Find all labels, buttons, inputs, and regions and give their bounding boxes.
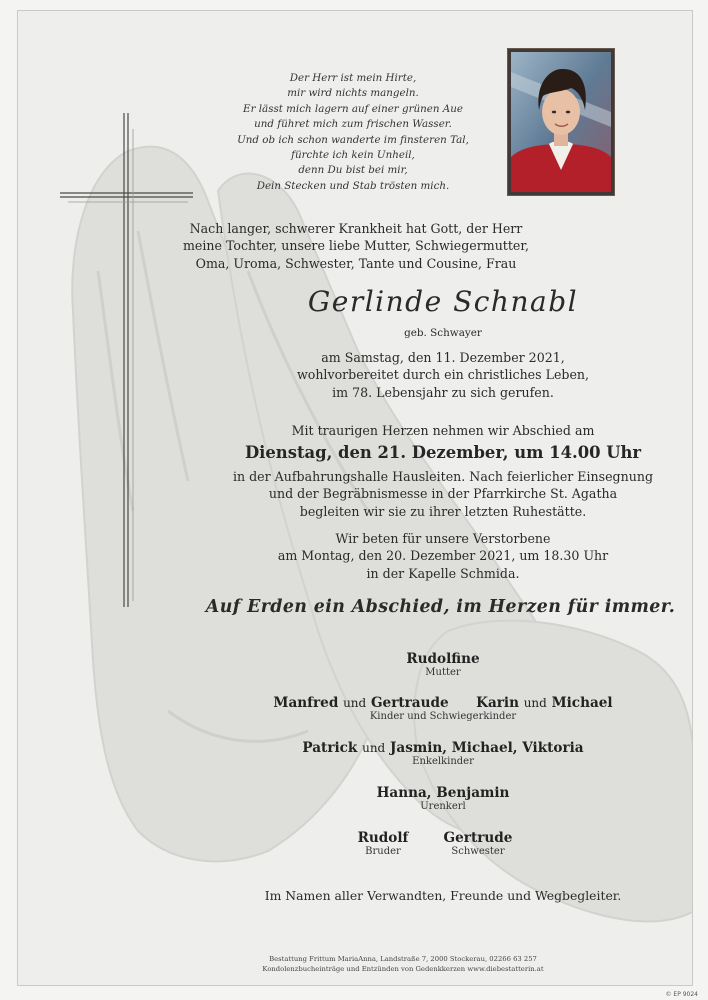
psalm-line: und führet mich zum frischen Wasser. [254,118,452,131]
mourner-great-grandchildren [123,785,693,812]
mass-line: Wir beten für unsere Verstorbene [335,531,551,546]
details-line: wohlvorbereitet durch ein christliches Leben, [296,367,590,383]
great-grandchild-names: Hanna, Benjamin [376,785,510,801]
mourner-brother [338,830,428,857]
death-details [123,349,693,401]
child-name: Karin [476,695,519,711]
psalm-line: mir wird nichts mangeln. [287,87,419,100]
mourner-children [123,695,693,722]
closing-line: Im Namen aller Verwandten, Freunde und Wegbegleiter. [264,888,622,903]
psalm-verse [193,71,513,194]
obituary-sheet [17,10,693,986]
intro-line: Nach langer, schwerer Krankheit hat Gott, der Herr [189,221,523,236]
funeral-home-footer [193,954,613,974]
child-name: Manfred [273,695,339,711]
intro-text [18,220,693,272]
grandchild-name: Jasmin, Michael, Viktoria [389,740,584,756]
great-grandchildren-role: Urenkerl [420,801,466,812]
memorial-mass [123,530,693,582]
deceased-name: Gerlinde Schnabl [307,285,579,318]
mass-line: am Montag, den 20. Dezember 2021, um 18.30 Uhr [277,548,609,564]
and-word: und [343,696,367,710]
and-word: und [523,696,547,710]
intro-line: meine Tochter, unsere liebe Mutter, Schwiegermutter, [182,238,530,254]
portrait-photo [507,48,615,196]
grandchildren-role: Enkelkinder [412,756,474,767]
mourner-mother [123,651,693,678]
print-code: © EP 9024 [665,991,698,998]
footer-line: Kondolenzbucheinträge und Entzünden von Gedenkkerzen www.diebestatterin.at [262,965,544,973]
details-line: am Samstag, den 11. Dezember 2021, [321,350,565,365]
service-line: begleiten wir sie zu ihrer letzten Ruhestätte. [299,503,587,519]
mother-name: Rudolfine [406,651,480,667]
details-line: im 78. Lebensjahr zu sich gerufen. [332,384,554,400]
mourner-sister [423,830,533,857]
psalm-line: denn Du bist bei mir, [298,164,408,177]
child-name: Gertraude [370,695,449,711]
children-role: Kinder und Schwiegerkinder [369,711,517,722]
service-line: und der Begräbnismesse in der Pfarrkirche St. Agatha [268,486,618,502]
brother-name: Rudolf [357,830,409,846]
footer-line: Bestattung Frittum MariaAnna, Landstraße 7, 2000 Stockerau, 02266 63 257 [269,955,537,963]
service-details [123,468,693,520]
mother-role: Mutter [425,667,461,678]
child-name: Michael [551,695,613,711]
maiden-name: geb. Schwayer [404,327,482,339]
and-word: und [362,741,386,755]
service-line: in der Aufbahrungshalle Hausleiten. Nach feierlicher Einsegnung [232,469,654,484]
mass-line: in der Kapelle Schmida. [366,565,520,581]
farewell-announcement: Mit traurigen Herzen nehmen wir Abschied am [291,423,595,438]
sister-role: Schwester [451,846,505,857]
grandchild-name: Patrick [302,740,358,756]
sister-name: Gertrude [443,830,513,846]
mourner-grandchildren [123,740,693,767]
psalm-line: Der Herr ist mein Hirte, [289,72,417,84]
intro-line: Oma, Uroma, Schwester, Tante und Cousine, Frau [195,255,517,271]
motto: Auf Erden ein Abschied, im Herzen für immer. [205,597,676,617]
psalm-line: Er lässt mich lagern auf einer grünen Aue [243,102,463,115]
psalm-line: fürchte ich kein Unheil, [291,149,415,162]
psalm-line: Und ob ich schon wanderte im finsteren Tal, [237,133,469,146]
brother-role: Bruder [365,846,401,857]
psalm-line: Dein Stecken und Stab trösten mich. [256,179,450,192]
funeral-date: Dienstag, den 21. Dezember, um 14.00 Uhr [244,443,642,462]
